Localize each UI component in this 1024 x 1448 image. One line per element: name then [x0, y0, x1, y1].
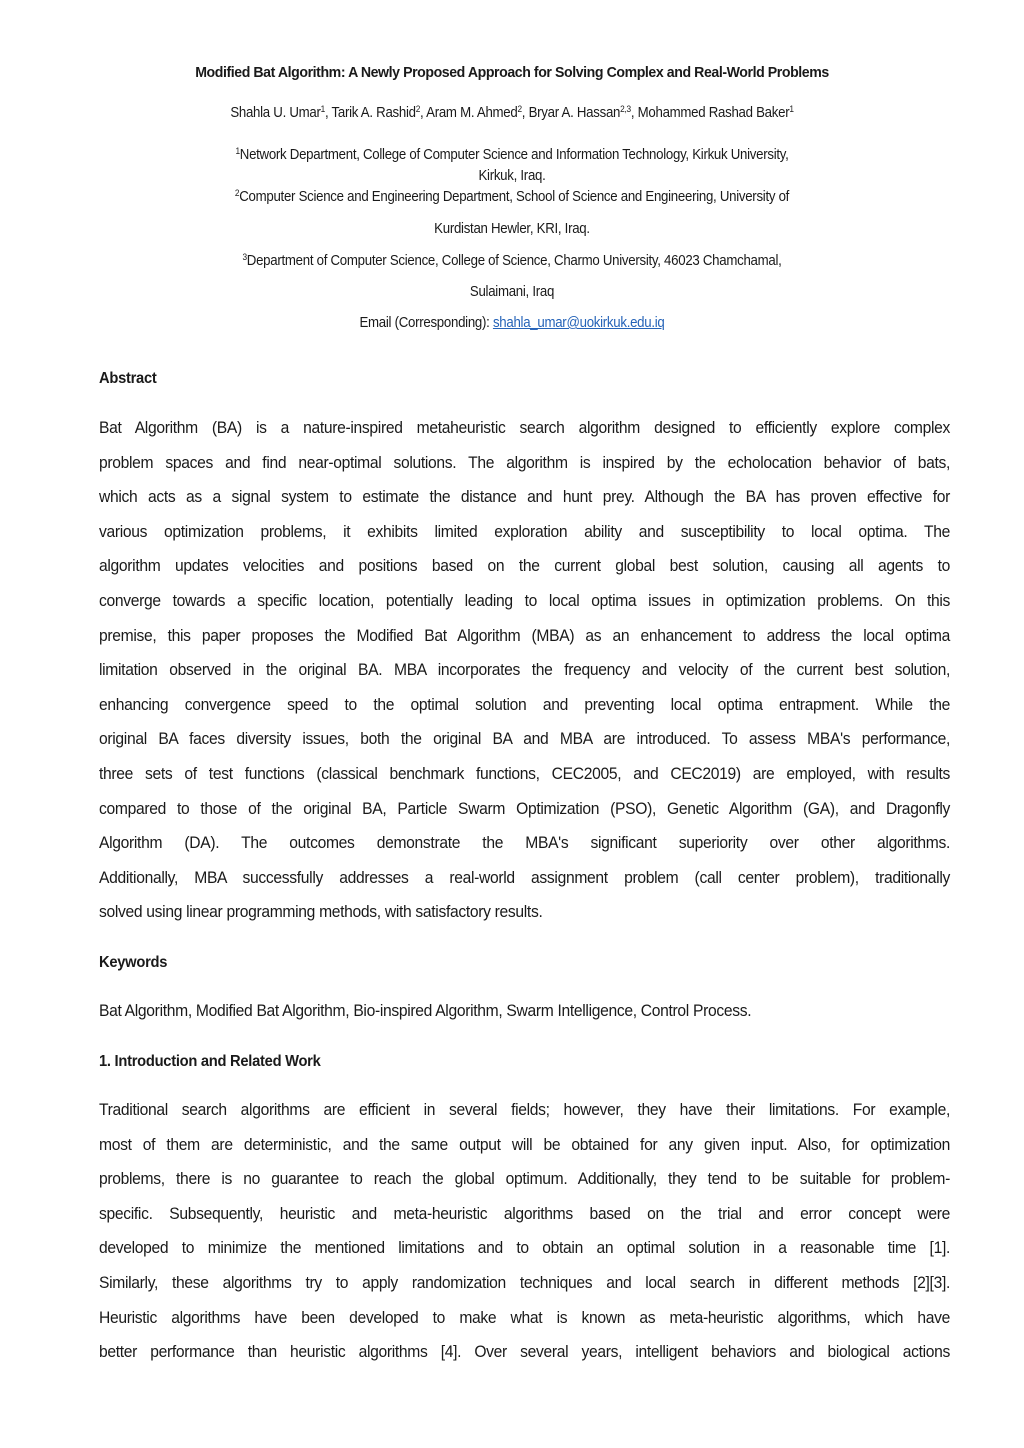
- author-name: Bryar A. Hassan: [528, 105, 621, 121]
- keywords-text: Bat Algorithm, Modified Bat Algorithm, Bio-inspired Algorithm, Swarm Intelligence, Control Process.: [99, 1001, 752, 1020]
- affiliation-1-line2: Kirkuk, Iraq.: [478, 168, 546, 184]
- keywords-heading: Keywords: [99, 954, 168, 971]
- introduction-heading: 1. Introduction and Related Work: [99, 1053, 321, 1070]
- intro-line: problems, there is no guarantee to reach the global optimum. Additionally, they tend to be suitable for problem-: [99, 1169, 950, 1189]
- affiliation-1: $^1$Network Department, College of Computer Science and Information Technology, Kirkuk University,: [235, 146, 789, 163]
- abstract-line: solved using linear programming methods, with satisfactory results.: [99, 902, 543, 922]
- abstract-line: premise, this paper proposes the Modified Bat Algorithm (MBA) as an enhancement to address the local optima: [99, 625, 950, 645]
- affiliation-2: $^2$Computer Science and Engineering Department, School of Science and Engineering, University of: [234, 188, 790, 205]
- affiliation-mark: 1: [235, 146, 240, 156]
- intro-line: Heuristic algorithms have been developed to make what is known as meta-heuristic algorithms, which have: [99, 1307, 950, 1327]
- author-list: Shahla U. Umar$^1$, Tarik A. Rashid$^2$, Aram M. Ahmed$^2$, Bryar A. Hassan$^{2,3}$, Mohammed Rashad Baker$^1$: [230, 104, 794, 121]
- abstract-line: three sets of test functions (classical benchmark functions, CEC2005, and CEC2019) are employed, with results: [99, 763, 950, 783]
- author-name: Shahla U. Umar: [230, 105, 321, 121]
- author-affiliation-mark: 2,3: [620, 104, 631, 114]
- intro-line: Similarly, these algorithms try to apply randomization techniques and local search in different methods [2][3].: [99, 1272, 950, 1292]
- paper-title: Modified Bat Algorithm: A Newly Proposed Approach for Solving Complex and Real-World Problems: [195, 64, 829, 81]
- affiliation-mark: 3: [242, 252, 247, 262]
- affiliation-mark: 2: [234, 188, 240, 198]
- affiliation-3: $^3$Department of Computer Science, College of Science, Charmo University, 46023 Chamchamal,: [242, 252, 782, 269]
- author-affiliation-mark: 1: [320, 104, 325, 114]
- abstract-line: converge towards a specific location, potentially leading to local optima issues in optimization problems. On this: [99, 590, 950, 610]
- abstract-line: problem spaces and find near-optimal solutions. The algorithm is inspired by the echolocation behavior of bats,: [99, 452, 950, 472]
- corresponding-email: [41, 315, 983, 331]
- abstract-line: algorithm updates velocities and positions based on the current global best solution, causing all agents to: [99, 556, 950, 576]
- abstract-line: enhancing convergence speed to the optimal solution and preventing local optima entrapment. While the: [99, 694, 950, 714]
- author-name: Tarik A. Rashid: [331, 105, 416, 121]
- intro-line: specific. Subsequently, heuristic and meta-heuristic algorithms based on the trial and error concept were: [99, 1203, 950, 1223]
- affiliation-3-line2: Sulaimani, Iraq: [469, 284, 555, 300]
- abstract-line: Bat Algorithm (BA) is a nature-inspired metaheuristic search algorithm designed to efficiently explore complex: [99, 418, 950, 437]
- abstract-line: original BA faces diversity issues, both the original BA and MBA are introduced. To assess MBA's performance,: [99, 729, 950, 749]
- author-name: Mohammed Rashad Baker: [637, 105, 790, 121]
- abstract-line: Algorithm (DA). The outcomes demonstrate the MBA's significant superiority over other algorithms.: [99, 833, 950, 853]
- intro-line: better performance than heuristic algorithms [4]. Over several years, intelligent behaviors and biological actions: [99, 1342, 950, 1362]
- abstract-heading: Abstract: [99, 370, 157, 387]
- author-affiliation-mark: 1: [789, 104, 794, 114]
- introduction-body: [99, 1093, 950, 1370]
- abstract-line: which acts as a signal system to estimate the distance and hunt prey. Although the BA has proven effective for: [99, 487, 950, 507]
- abstract-body: [99, 411, 950, 930]
- abstract-line: various optimization problems, it exhibits limited exploration ability and susceptibility to local optima. The: [99, 521, 950, 541]
- email-label: Email (Corresponding):: [359, 315, 493, 331]
- abstract-line: Additionally, MBA successfully addresses a real-world assignment problem (call center problem), traditionally: [99, 867, 950, 887]
- intro-line: most of them are deterministic, and the same output will be obtained for any given input. Also, for optimization: [99, 1134, 950, 1154]
- intro-line: Traditional search algorithms are efficient in several fields; however, they have their limitations. For example,: [99, 1100, 950, 1119]
- email-link[interactable]: shahla_umar@uokirkuk.edu.iq: [492, 315, 665, 331]
- abstract-line: compared to those of the original BA, Particle Swarm Optimization (PSO), Genetic Algorithm (GA), and Dragonfly: [99, 798, 950, 818]
- abstract-line: limitation observed in the original BA. MBA incorporates the frequency and velocity of the current best solution,: [99, 660, 950, 680]
- affiliation-2-line2: Kurdistan Hewler, KRI, Iraq.: [434, 221, 590, 237]
- intro-line: developed to minimize the mentioned limitations and to obtain an optimal solution in a reasonable time [1].: [99, 1238, 950, 1258]
- author-name: Aram M. Ahmed: [426, 105, 518, 121]
- author-affiliation-mark: 2: [415, 104, 421, 114]
- keywords-body: [99, 994, 950, 1029]
- author-affiliation-mark: 2: [517, 104, 522, 114]
